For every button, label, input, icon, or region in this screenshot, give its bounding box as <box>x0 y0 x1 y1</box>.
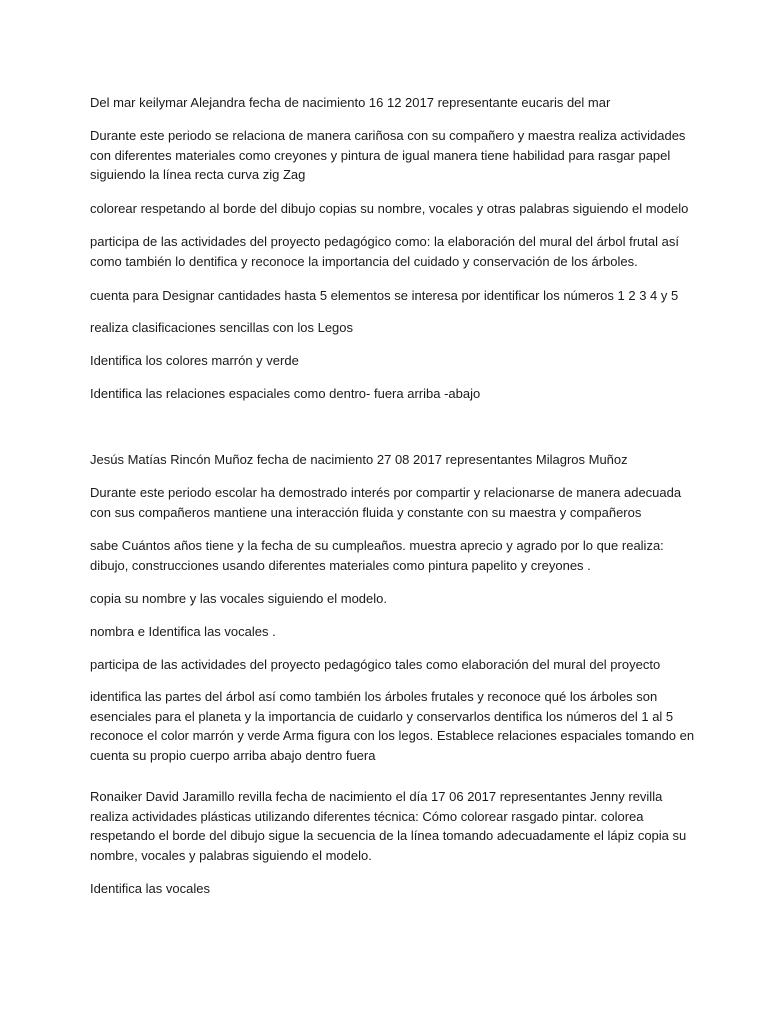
text-line: cuenta su propio cuerpo arriba abajo dentro fuera <box>90 747 376 763</box>
text-line: cuenta para Designar cantidades hasta 5 elementos se interesa por identificar los números 1 2 3 4 y 5 <box>90 288 679 303</box>
paragraph-student-1-colors <box>90 351 720 371</box>
text-line: realiza clasificaciones sencillas con los Legos <box>90 320 354 335</box>
text-line: con sus compañeros mantiene una interacción fluida y constante con su maestra y compañeros <box>90 504 642 520</box>
paragraph-student-3-vowels <box>90 879 720 899</box>
text-line: como también lo dentifica y reconoce la importancia del cuidado y conservación de los árboles. <box>90 253 638 269</box>
text-line: sabe Cuántos años tiene y la fecha de su cumpleaños. muestra aprecio y agrado por lo que realiza: <box>90 538 664 553</box>
text-line: copia su nombre y las vocales siguiendo el modelo. <box>90 591 388 606</box>
text-line: identifica las partes del árbol así como también los árboles frutales y reconoce qué los árboles son <box>90 689 658 704</box>
paragraph-student-2-tree <box>90 687 720 765</box>
paragraph-student-1-behavior <box>90 126 720 185</box>
paragraph-student-2-behavior <box>90 483 720 522</box>
text-line: Identifica las vocales <box>90 881 210 896</box>
paragraph-student-2-project <box>90 655 720 675</box>
text-line: con diferentes materiales como creyones y pintura de igual manera tiene habilidad para rasgar papel <box>90 147 671 163</box>
text-line: siguiendo la línea recta curva zig Zag <box>90 167 306 182</box>
text-line: Ronaiker David Jaramillo revilla fecha de nacimiento el día 17 06 2017 representantes Jenny revilla <box>90 789 663 804</box>
text-line: colorear respetando al borde del dibujo copias su nombre, vocales y otras palabras siguiendo el modelo <box>90 201 689 216</box>
text-line: esenciales para el planeta y la importancia de cuidarlo y conservarlos dentifica los números del 1 al 5 <box>90 708 674 724</box>
text-line: Durante este periodo se relaciona de manera cariñosa con su compañero y maestra realiza actividades <box>90 128 686 143</box>
text-line: realiza actividades plásticas utilizando diferentes técnica: Cómo colorear rasgado pintar. colorea <box>90 808 644 824</box>
text-line: dibujo, construcciones usando diferentes materiales como pintura papelito y creyones . <box>90 557 591 573</box>
paragraph-student-1-counting <box>90 286 720 306</box>
text-line: respetando el borde del dibujo sigue la secuencia de la línea tomando adecuadamente el lápiz copia su <box>90 828 687 843</box>
paragraph-student-2-copy-name <box>90 589 720 609</box>
paragraph-student-2-vowels <box>90 622 720 642</box>
text-line: participa de las actividades del proyecto pedagógico como: la elaboración del mural del árbol frutal así <box>90 234 679 249</box>
paragraph-student-2-birthday <box>90 536 720 575</box>
text-line: Jesús Matías Rincón Muñoz fecha de nacimiento 27 08 2017 representantes Milagros Muñoz <box>90 452 628 467</box>
text-line: participa de las actividades del proyecto pedagógico tales como elaboración del mural del proyecto <box>90 657 661 672</box>
paragraph-student-1-spatial <box>90 384 720 404</box>
text-line: Del mar keilymar Alejandra fecha de nacimiento 16 12 2017 representante eucaris del mar <box>90 95 611 110</box>
paragraph-student-1-project <box>90 232 720 271</box>
text-line: Durante este periodo escolar ha demostrado interés por compartir y relacionarse de manera adecuada <box>90 485 682 500</box>
text-line: reconoce el color marrón y verde Arma figura con los legos. Establece relaciones espaciales tomando en <box>90 728 695 743</box>
text-line: Identifica las relaciones espaciales como dentro- fuera arriba -abajo <box>90 386 481 401</box>
paragraph-student-1-coloring <box>90 199 720 219</box>
text-line: nombre, vocales y palabras siguiendo el modelo. <box>90 847 372 863</box>
paragraph-student-1-legos <box>90 318 720 338</box>
text-line: nombra e Identifica las vocales . <box>90 624 276 639</box>
paragraph-student-3-header <box>90 787 720 865</box>
text-line: Identifica los colores marrón y verde <box>90 353 299 368</box>
paragraph-student-2-header <box>90 450 720 470</box>
paragraph-student-1-header <box>90 93 720 113</box>
